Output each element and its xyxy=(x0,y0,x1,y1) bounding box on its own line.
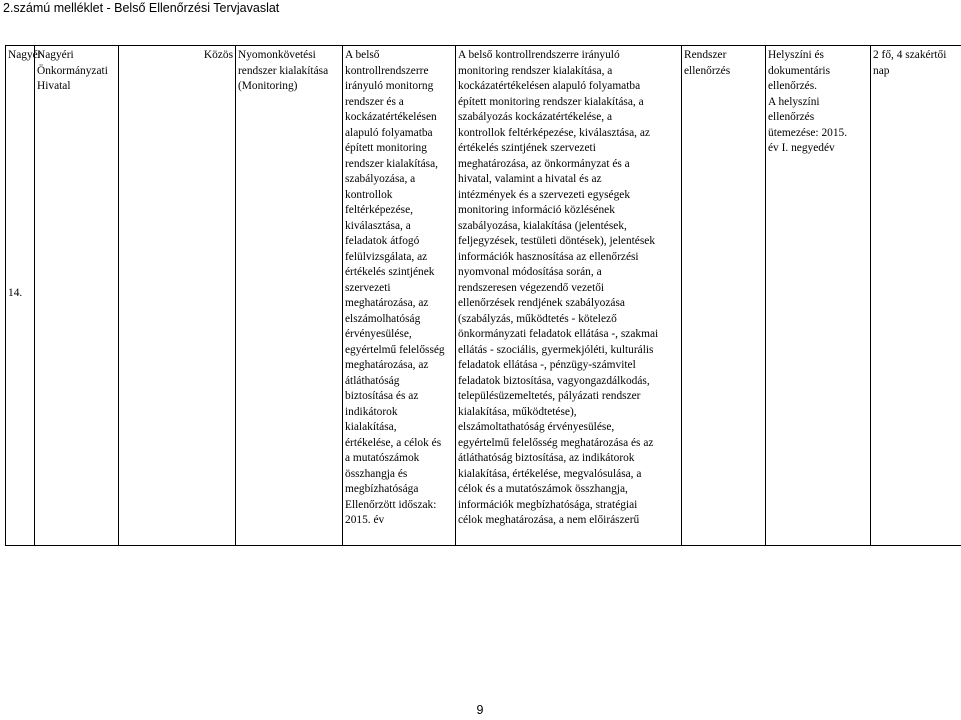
cell-line: A helyszíni xyxy=(768,95,820,108)
cell-lines xyxy=(35,46,118,95)
cell-line: kockázatértékelésen alapuló folyamatba xyxy=(458,80,641,92)
cell-line: Ellenőrzött időszak: xyxy=(345,498,437,511)
column-resources xyxy=(871,46,961,545)
cell-line: kockázatértékelésen xyxy=(345,111,437,123)
cell-lines xyxy=(456,46,681,529)
cell-line: érvényesülése, xyxy=(345,328,412,340)
cell-line: kontrollok feltérképezése, kiválasztása, az xyxy=(458,126,650,139)
cell-line: értékelése, a célok és xyxy=(345,436,442,449)
cell-line: monitoring rendszer kialakítása, a xyxy=(458,64,613,77)
cell-line: szervezeti xyxy=(345,281,391,294)
cell-line: épített monitoring xyxy=(345,142,427,154)
column-nagyer xyxy=(6,46,42,545)
cell-line: A belső kontrollrendszerre irányuló xyxy=(458,49,620,61)
cell-line: kialakítása, xyxy=(345,421,397,433)
column-onkormanyzat xyxy=(35,46,119,545)
cell-line: településüzemeltetés, pályázati rendszer xyxy=(458,390,641,402)
cell-line: egyértelmű felelősség meghatározása és az xyxy=(458,436,654,449)
cell-line: nyomvonal módosítása során, a xyxy=(458,266,602,278)
cell-line: Nyomonkövetési xyxy=(238,49,316,61)
column-audit-type xyxy=(682,46,766,545)
cell-line: rendszeresen végezendő vezetői xyxy=(458,281,605,294)
cell-line: átláthatóság xyxy=(345,374,400,387)
cell-line: szabályozása, kialakítása (jelentések, xyxy=(458,219,627,232)
row-number: 14. xyxy=(8,287,23,299)
cell-line: ellenőrzések rendjének szabályozása xyxy=(458,297,625,309)
cell-line: A belső xyxy=(345,49,380,61)
cell-line: monitoring információ közlésének xyxy=(458,204,615,216)
cell-line: átláthatóság biztosítása, az indikátorok xyxy=(458,452,635,464)
cell-line: dokumentáris xyxy=(768,64,831,77)
cell-line: kiválasztása, a xyxy=(345,219,411,232)
cell-lines xyxy=(6,46,42,64)
cell-line: ütemezése: 2015. xyxy=(768,126,848,139)
cell-line: ellenőrzés. xyxy=(768,80,818,92)
document-title: 2.számú melléklet - Belső Ellenőrzési Tervjavaslat xyxy=(3,1,280,15)
column-audit-method xyxy=(766,46,871,545)
cell-line: ellenőrzés xyxy=(684,64,731,77)
cell-line: ellátás - szociális, gyermekjóléti, kulturális xyxy=(458,343,654,356)
cell-line: alapuló folyamatba xyxy=(345,126,433,139)
cell-line: felülvizsgálata, az xyxy=(345,250,428,263)
cell-lines xyxy=(236,46,342,95)
column-nyomonkovetesi xyxy=(236,46,343,545)
cell-line: Önkormányzati xyxy=(37,64,108,77)
cell-line: rendszer kialakítása xyxy=(238,64,329,77)
cell-line: Hivatal xyxy=(37,80,71,92)
cell-line: ellenőrzés xyxy=(768,111,815,123)
cell-line: feljegyzések, testületi döntések), jelentések xyxy=(458,235,656,247)
cell-line: Közös xyxy=(203,49,233,61)
cell-line: Helyszíni és xyxy=(768,49,824,61)
cell-line: Nagyér xyxy=(8,49,42,61)
column-audit-description xyxy=(456,46,682,545)
cell-line: biztosítása és az xyxy=(345,390,419,402)
cell-line: év I. negyedév xyxy=(768,142,835,154)
cell-line: épített monitoring rendszer kialakítása, a xyxy=(458,95,644,108)
cell-line: megbízhatósága xyxy=(345,483,419,495)
cell-line: önkormányzati feladatok ellátása -, szakmai xyxy=(458,328,659,340)
cell-line: a mutatószámok xyxy=(345,452,420,464)
column-kozos xyxy=(119,46,236,545)
cell-line: (Monitoring) xyxy=(238,80,298,92)
cell-line: rendszer és a xyxy=(345,95,404,108)
cell-line: információk hasznosítása az ellenőrzési xyxy=(458,250,639,263)
cell-lines xyxy=(682,46,765,79)
cell-lines xyxy=(766,46,870,157)
cell-line: Rendszer xyxy=(684,49,727,61)
cell-line: elszámoltathatóság érvényesülése, xyxy=(458,421,615,433)
cell-line: kialakítása, értékelése, megvalósulása, a xyxy=(458,467,642,480)
cell-line: kontrollrendszerre xyxy=(345,64,429,77)
cell-line: Nagyéri xyxy=(37,49,74,61)
cell-line: irányuló monitorng xyxy=(345,80,434,92)
cell-line: feladatok átfogó xyxy=(345,235,420,247)
cell-line: indikátorok xyxy=(345,405,398,418)
cell-line xyxy=(121,64,233,80)
cell-line: szabályozás kockázatértékelése, a xyxy=(458,111,612,123)
cell-line: rendszer kialakítása, xyxy=(345,157,438,170)
column-audit-subject xyxy=(343,46,456,545)
cell-line: intézmények és a szervezeti egységek xyxy=(458,188,631,201)
cell-line: feltérképezése, xyxy=(345,204,413,216)
cell-line: hivatal, valamint a hivatal és az xyxy=(458,173,602,185)
page-number: 9 xyxy=(476,703,484,717)
cell-line: meghatározása, az xyxy=(345,359,429,371)
cell-line: szabályozása, a xyxy=(345,173,416,185)
cell-line: nap xyxy=(873,64,890,77)
cell-line: célok meghatározása, a nem előirászerű xyxy=(458,514,640,526)
cell-line: meghatározása, az önkormányzat és a xyxy=(458,157,630,170)
audit-plan-table xyxy=(5,45,961,546)
cell-lines xyxy=(343,46,455,529)
cell-line xyxy=(121,79,233,95)
cell-line: feladatok ellátása -, pénzügy-számvitel xyxy=(458,359,636,371)
cell-line: elszámolhatóság xyxy=(345,312,421,325)
cell-line: 2015. év xyxy=(345,514,385,526)
cell-line: információk megbízhatósága, stratégiai xyxy=(458,498,638,511)
cell-line: 2 fő, 4 szakértői xyxy=(873,49,947,61)
cell-line: kialakítása, működtetése), xyxy=(458,405,577,418)
cell-line: egyértelmű felelősség xyxy=(345,343,445,356)
cell-lines xyxy=(871,46,961,79)
cell-line: célok és a mutatószámok összhangja, xyxy=(458,483,628,495)
cell-line: (szabályzás, működtetés - kötelező xyxy=(458,312,617,325)
cell-line: értékelés szintjének szervezeti xyxy=(458,142,596,154)
cell-line: kontrollok xyxy=(345,188,393,201)
cell-line: értékelés szintjének xyxy=(345,266,435,278)
cell-line: összhangja és xyxy=(345,467,408,480)
cell-line: feladatok biztosítása, vagyongazdálkodás, xyxy=(458,374,650,387)
cell-lines xyxy=(119,46,235,95)
cell-line: meghatározása, az xyxy=(345,297,429,309)
